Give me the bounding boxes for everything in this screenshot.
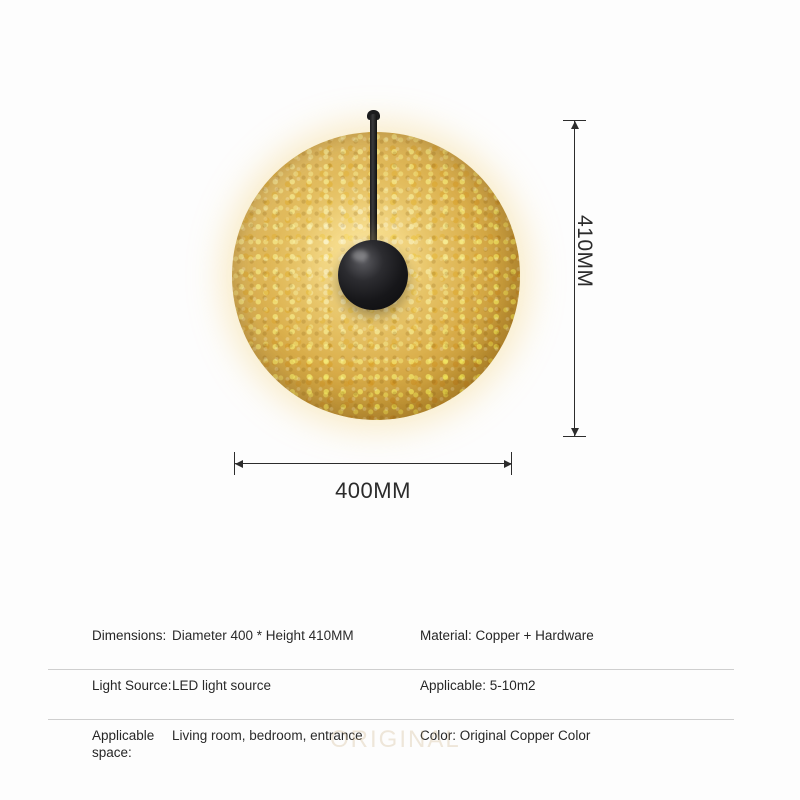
spec-label: Dimensions:	[92, 628, 167, 643]
watermark-text: ORIGINAL	[330, 726, 461, 753]
height-dimension-label: 410MM	[573, 215, 596, 288]
sphere-specular-highlight	[352, 250, 368, 261]
width-arrow-left-icon	[235, 460, 243, 468]
black-sphere-diffuser	[338, 240, 408, 310]
table-row	[48, 670, 734, 720]
height-dimension-tick-bottom	[563, 436, 586, 437]
table-row	[48, 620, 734, 670]
table-row	[48, 720, 734, 770]
height-arrow-down-icon	[571, 428, 579, 436]
spec-value: LED light source	[172, 678, 272, 693]
height-arrow-up-icon	[571, 121, 579, 129]
spec-value: Diameter 400 * Height 410MM	[172, 628, 354, 643]
width-dimension-line	[234, 463, 512, 464]
width-arrow-right-icon	[504, 460, 512, 468]
spec-secondary-value: Material: Copper + Hardware	[420, 628, 594, 643]
width-dimension-label: 400MM	[335, 478, 411, 503]
spec-secondary-value: Color: Original Copper Color	[420, 728, 591, 743]
spec-value: Living room, bedroom, entrance	[172, 728, 363, 743]
spec-label: Applicable space:	[92, 728, 155, 760]
spec-secondary-value: Applicable: 5-10m2	[420, 678, 536, 693]
spec-label: Light Source:	[92, 678, 172, 693]
specification-table	[48, 620, 734, 770]
